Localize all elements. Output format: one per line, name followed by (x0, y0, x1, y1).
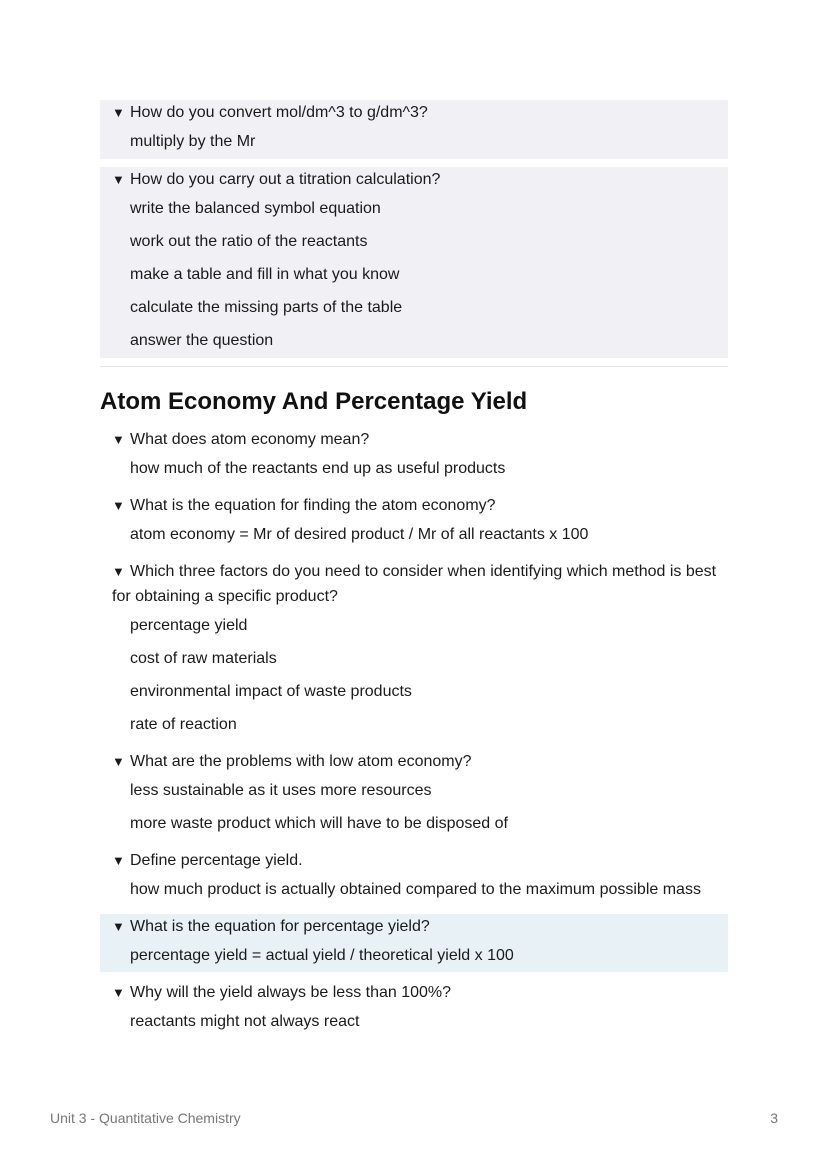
toggle-question[interactable] (100, 980, 728, 1005)
toggle-triangle-icon[interactable]: ▼ (112, 985, 125, 1000)
toggle-triangle-icon[interactable]: ▼ (112, 498, 125, 513)
question-text: How do you carry out a titration calculation? (130, 171, 441, 188)
answer-text: less sustainable as it uses more resources (130, 782, 432, 799)
toggle-question[interactable] (100, 493, 728, 518)
footer-page-number: 3 (770, 1110, 778, 1126)
answer-text: percentage yield = actual yield / theoretical yield x 100 (130, 947, 514, 964)
question-text: How do you convert mol/dm^3 to g/dm^3? (130, 104, 428, 121)
answer-text: work out the ratio of the reactants (130, 233, 368, 250)
answer-text: how much product is actually obtained compared to the maximum possible mass (130, 881, 701, 898)
section-heading: Atom Economy And Percentage Yield (100, 388, 528, 415)
toggle-block[interactable] (100, 980, 728, 1038)
toggle-block[interactable] (100, 493, 728, 551)
toggle-question[interactable] (100, 100, 728, 125)
toggle-block[interactable] (100, 914, 728, 972)
question-text: What is the equation for finding the atom economy? (130, 497, 496, 514)
toggle-block[interactable] (100, 559, 728, 741)
question-text: Define percentage yield. (130, 852, 303, 869)
answer-text: environmental impact of waste products (130, 683, 412, 700)
divider (100, 366, 728, 367)
toggle-block[interactable] (100, 848, 728, 906)
question-text: What are the problems with low atom economy? (130, 753, 472, 770)
answer-text: atom economy = Mr of desired product / Mr of all reactants x 100 (130, 526, 589, 543)
question-text: What does atom economy mean? (130, 431, 370, 448)
toggle-block[interactable] (100, 427, 728, 485)
answer-text: more waste product which will have to be disposed of (130, 815, 508, 832)
page-content (100, 100, 728, 1046)
toggle-triangle-icon[interactable]: ▼ (112, 919, 125, 934)
question-text: What is the equation for percentage yield? (130, 918, 430, 935)
toggle-question[interactable] (100, 914, 728, 939)
toggle-question[interactable] (100, 848, 728, 873)
toggle-triangle-icon[interactable]: ▼ (112, 172, 125, 187)
question-text: Why will the yield always be less than 100%? (130, 984, 452, 1001)
footer-document-title: Unit 3 - Quantitative Chemistry (50, 1110, 241, 1126)
question-text: Which three factors do you need to consider when identifying which method is best for obtaining a specific product? (112, 563, 717, 605)
answer-text: how much of the reactants end up as useful products (130, 460, 506, 477)
toggle-block[interactable] (100, 749, 728, 840)
toggle-question[interactable] (100, 427, 728, 452)
toggle-triangle-icon[interactable]: ▼ (112, 105, 125, 120)
answer-text: percentage yield (130, 617, 248, 634)
answer-text: calculate the missing parts of the table (130, 299, 403, 316)
toggle-triangle-icon[interactable]: ▼ (112, 754, 125, 769)
answer-text: cost of raw materials (130, 650, 277, 667)
toggle-triangle-icon[interactable]: ▼ (112, 564, 125, 579)
toggle-block[interactable] (100, 167, 728, 358)
answer-text: multiply by the Mr (130, 133, 256, 150)
answer-text: answer the question (130, 332, 274, 349)
toggle-triangle-icon[interactable]: ▼ (112, 853, 125, 868)
toggle-question[interactable] (100, 559, 728, 609)
toggle-question[interactable] (100, 167, 728, 192)
answer-text: make a table and fill in what you know (130, 266, 400, 283)
toggle-triangle-icon[interactable]: ▼ (112, 432, 125, 447)
toggle-question[interactable] (100, 749, 728, 774)
toggle-block[interactable] (100, 100, 728, 159)
answer-text: rate of reaction (130, 716, 237, 733)
answer-text: write the balanced symbol equation (130, 200, 381, 217)
answer-text: reactants might not always react (130, 1013, 360, 1030)
